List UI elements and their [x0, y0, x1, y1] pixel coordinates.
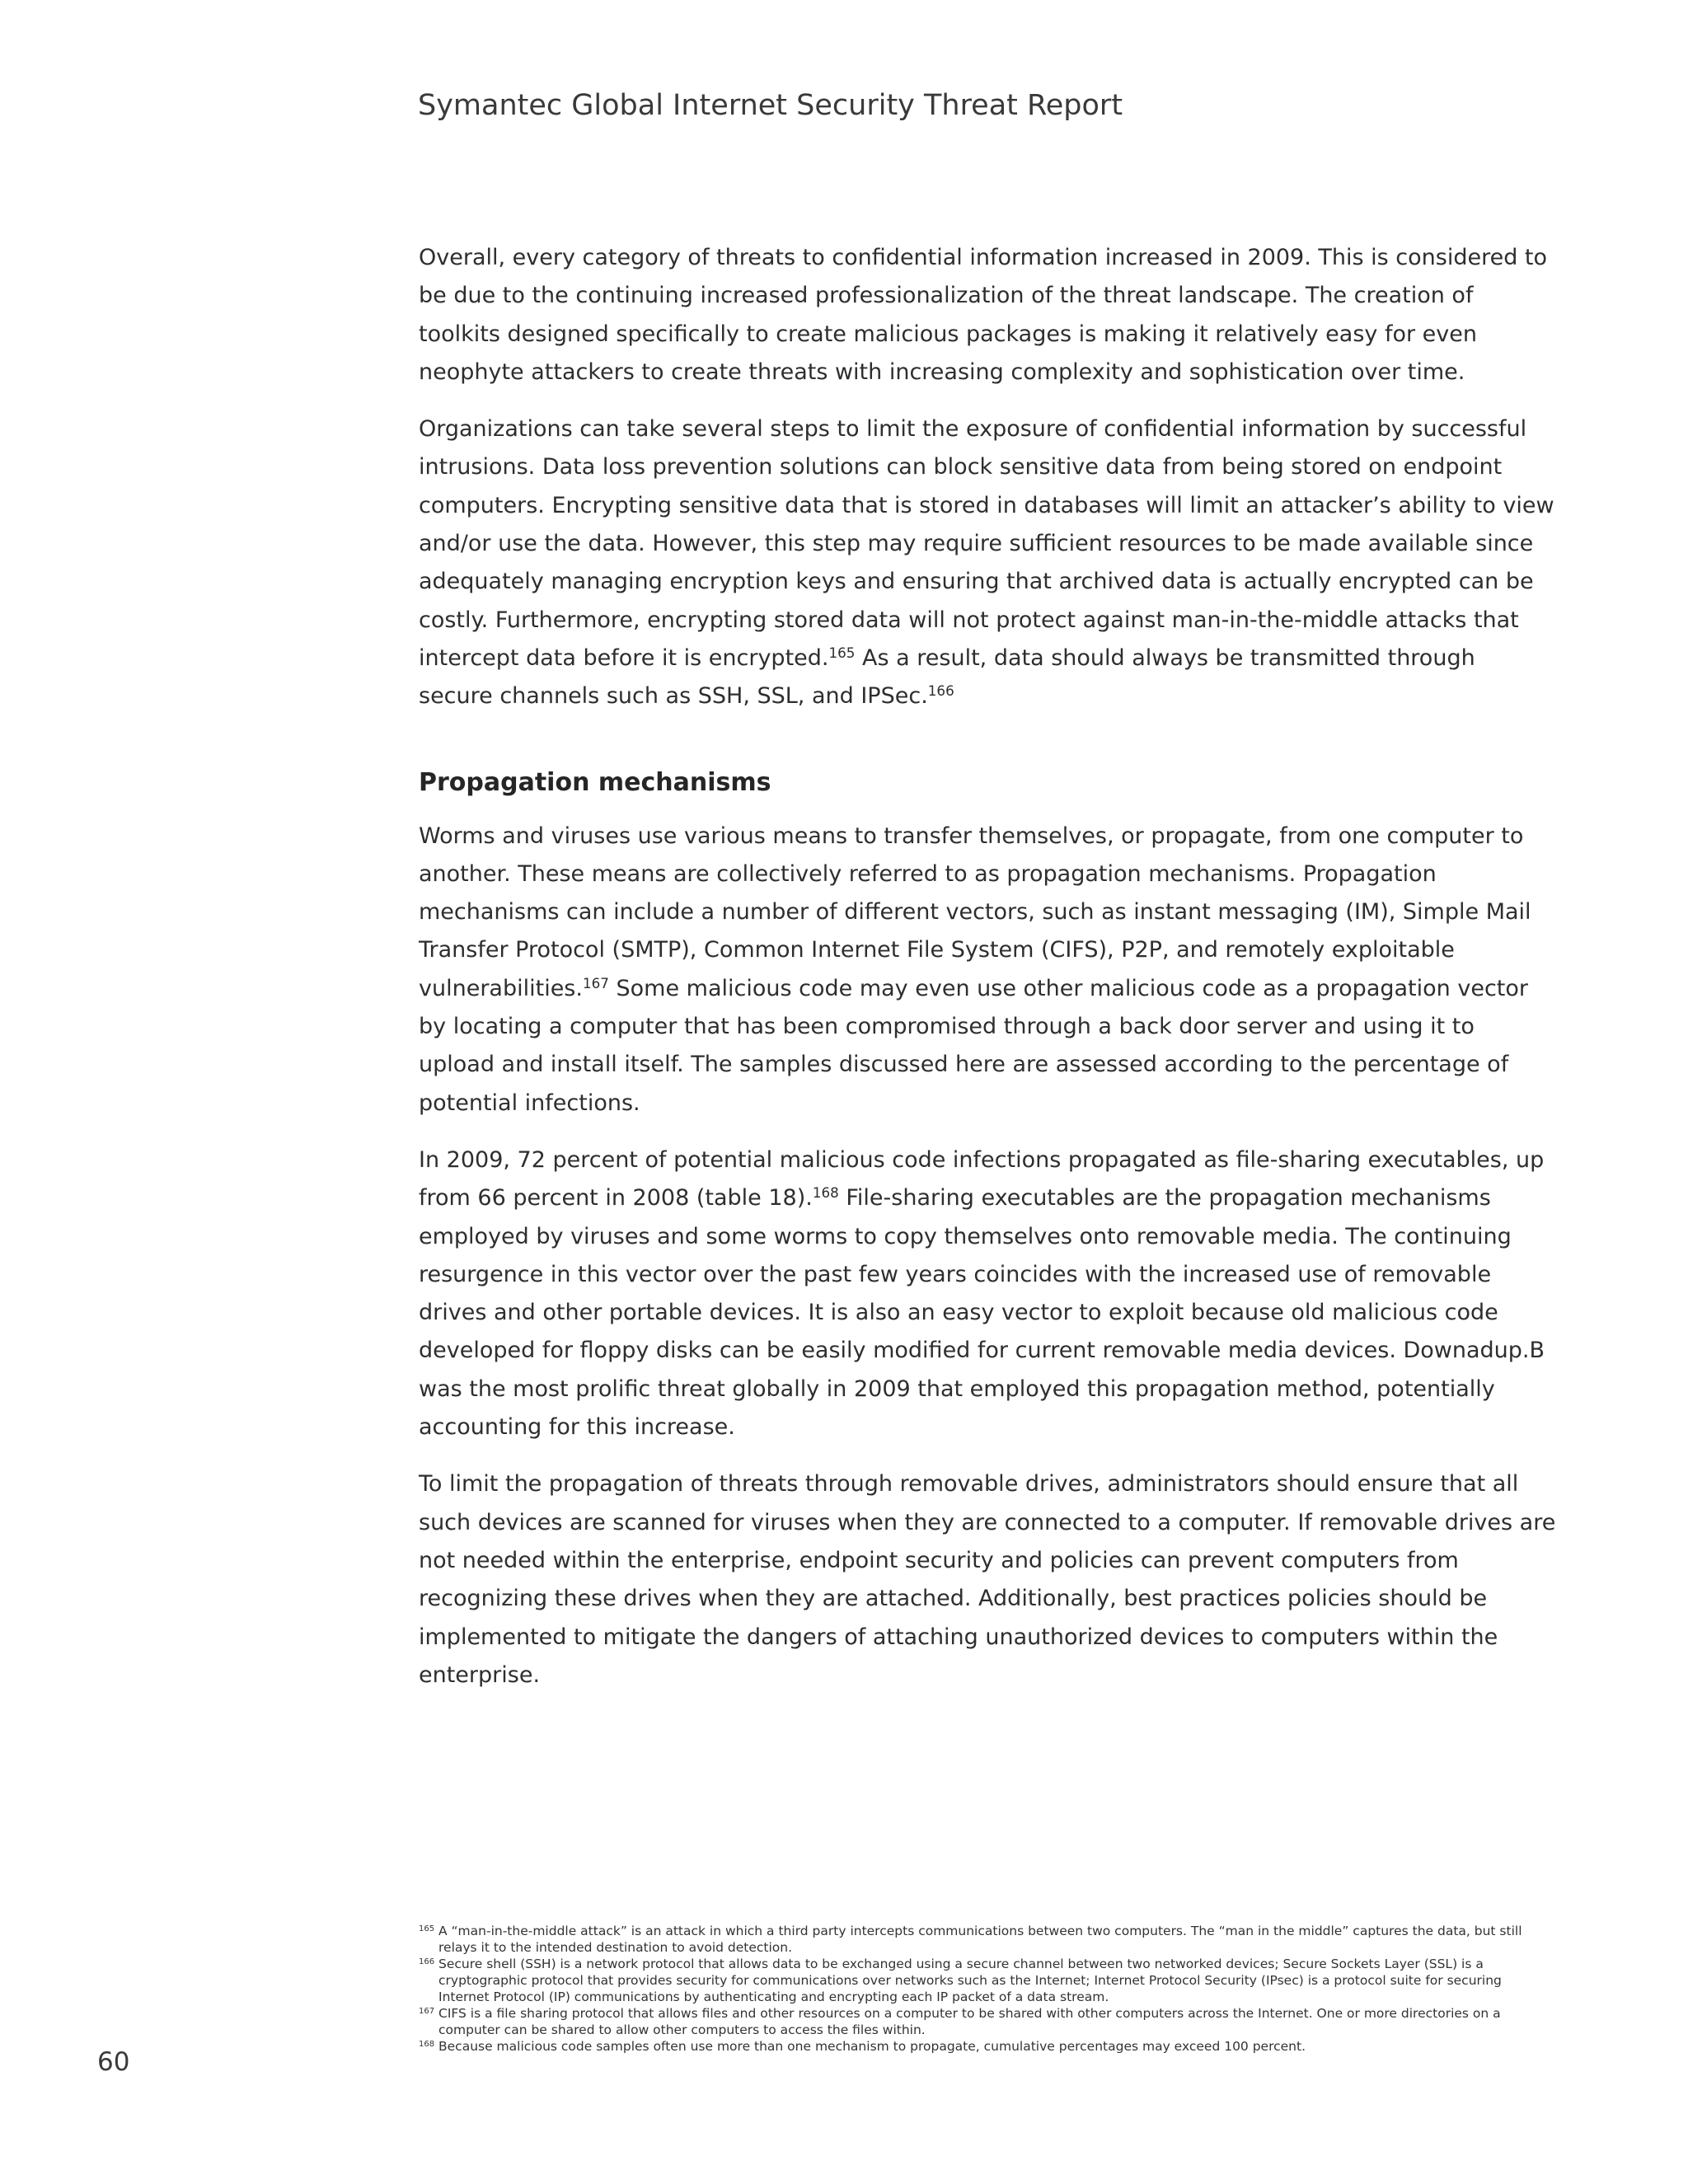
footnote-number: 165: [419, 1924, 435, 1933]
footnote-text: A “man-in-the-middle attack” is an attack in which a third party intercepts communications between two computers. The “man in the middle” captures the data, but still relays it to the intended destination to avoid detection.: [438, 1924, 1522, 1955]
footnote-number: 168: [419, 2040, 435, 2049]
paragraph-confidential-threats: Overall, every category of threats to confidential information increased in 2009. This is considered to be due to the continuing increased professionalization of the threat landscape. The creation of toolkits designed specifically to create malicious packages is making it relatively easy for even neophyte attackers to create threats with increasing complexity and sophistication over time.: [419, 245, 1548, 385]
paragraph-text: Worms and viruses use various means to transfer themselves, or propagate, from one computer to another. These means are collectively referred to as propagation mechanisms. Propagation mechanisms can include a number of different vectors, such as instant messaging (IM), Simple Mail Transfer Protocol (SMTP), Common Internet File System (CIFS), P2P, and remotely exploitable vulnerabilities.: [419, 823, 1531, 1001]
running-header: Symantec Global Internet Security Threat Report: [418, 89, 1123, 122]
footnote-number: 167: [419, 2007, 435, 2016]
paragraph-text: As a result, data should always be transmitted through secure channels such as SSH, SSL, and IPSec.: [419, 644, 1475, 710]
paragraph-text: Some malicious code may even use other malicious code as a propagation vector by locating a computer that has been compromised through a back door server and using it to upload and install itself. The samples discussed here are assessed according to the percentage of potential infections.: [419, 975, 1528, 1116]
paragraph-removable-drives: To limit the propagation of threats through removable drives, administrators should ensure that all such devices are scanned for viruses when they are connected to a computer. If removable drives are not needed within the enterprise, endpoint security and policies can prevent computers from recognizing these drives when they are attached. Additionally, best practices policies should be implemented to mitigate the dangers of attaching unauthorized devices to computers within the enterprise.: [419, 1471, 1556, 1688]
paragraph-file-sharing: [419, 1141, 1556, 1446]
footnote-ref-168[interactable]: 168: [812, 1184, 839, 1202]
footnote-168: [419, 2038, 1556, 2055]
page-number: 60: [97, 2047, 130, 2077]
paragraph-propagation-intro: [419, 818, 1556, 1122]
footnotes: [419, 1923, 1556, 2055]
footnote-text: CIFS is a file sharing protocol that allows files and other resources on a computer to be shared with other computers across the Internet. One or more directories on a computer can be shared to allow other computers to access the files within.: [438, 2006, 1501, 2037]
paragraph-limit-exposure: [419, 410, 1556, 715]
footnote-167: [419, 2005, 1556, 2038]
body-text: [419, 239, 1556, 1713]
paragraph-text: File-sharing executables are the propagation mechanisms employed by viruses and some worms to copy themselves onto removable media. The continuing resurgence in this vector over the past few years coincides with the increased use of removable drives and other portable devices. It is also an easy vector to exploit because old malicious code developed for floppy disks can be easily modified for current removable media devices. Downadup.B was the most prolific threat globally in 2009 that employed this propagation method, potentially accounting for this increase.: [419, 1185, 1545, 1441]
paragraph-text: Organizations can take several steps to limit the exposure of confidential information by successful intrusions. Data loss prevention solutions can block sensitive data from being stored on endpoint computers. Encrypting sensitive data that is stored in databases will limit an attacker’s ability to view and/or use the data. However, this step may require sufficient resources to be made available since adequately managing encryption keys and ensuring that archived data is actually encrypted can be costly. Furthermore, encrypting stored data will not protect against man-in-the-middle attacks that intercept data before it is encrypted.: [419, 416, 1554, 671]
paragraph-text: In 2009, 72 percent of potential malicious code infections propagated as file-sharing executables, up from 66 percent in 2008 (table 18).: [419, 1146, 1545, 1212]
footnote-text: Secure shell (SSH) is a network protocol that allows data to be exchanged using a secure channel between two networked devices; Secure Sockets Layer (SSL) is a cryptographic protocol that provides security for communications over networks such as the Internet; Internet Protocol Security (IPsec) is a protocol suite for securing Internet Protocol (IP) communications by authenticating and encrypting each IP packet of a data stream.: [438, 1957, 1502, 2004]
footnote-ref-166[interactable]: 166: [927, 682, 954, 700]
footnote-number: 166: [419, 1957, 435, 1966]
footnote-166: [419, 1956, 1556, 2005]
footnote-text: Because malicious code samples often use more than one mechanism to propagate, cumulative percentages may exceed 100 percent.: [438, 2039, 1306, 2054]
footnote-ref-167[interactable]: 167: [582, 974, 609, 991]
footnote-ref-165[interactable]: 165: [828, 644, 856, 661]
footnote-165: [419, 1923, 1556, 1956]
section-heading: Propagation mechanisms: [419, 767, 771, 797]
